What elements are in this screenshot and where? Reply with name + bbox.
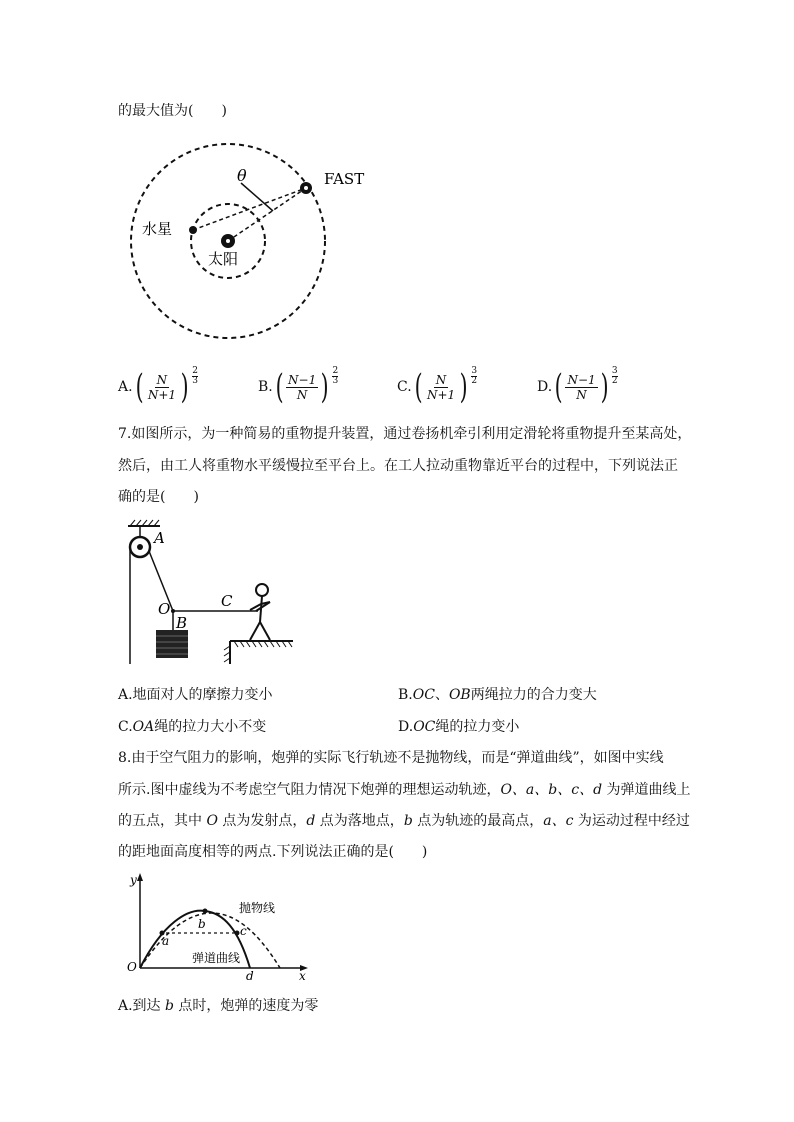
q6-option-b[interactable]: B. ( $\frac{N-1}{N}$ ) 2 3 xyxy=(258,365,339,407)
q8-option-a[interactable]: A.到达 b 点时，炮弹的速度为零 xyxy=(118,998,319,1014)
label-a: a xyxy=(162,934,170,948)
q6-option-a[interactable]: A. ( $\frac{N}{N+1}$ ) 2 3 xyxy=(118,365,199,407)
q7-option-b[interactable]: B.OC、OB两绳拉力的合力变大 xyxy=(398,687,597,703)
label-c: c xyxy=(240,924,247,938)
label-c: C xyxy=(221,592,233,610)
q7-pulley-figure xyxy=(118,518,298,668)
label-o: O xyxy=(158,600,171,618)
label-y: y xyxy=(130,873,137,887)
mercury-label: 水星 xyxy=(142,220,173,238)
q8-trajectory-figure xyxy=(118,868,318,983)
q7-option-c[interactable]: C.OA绳的拉力大小不变 xyxy=(118,719,267,735)
label-o: O xyxy=(127,960,137,974)
q7-stem-line3: 确的是( ) xyxy=(118,489,199,505)
q7-stem-line2: 然后，由工人将重物水平缓慢拉至平台上。在工人拉动重物靠近平台的过程中，下列说法正 xyxy=(118,458,678,474)
fast-label: FAST xyxy=(324,170,365,188)
theta-label: θ xyxy=(237,166,247,185)
q6-stem-tail: 的最大值为( ) xyxy=(118,103,227,119)
sightline-sun xyxy=(228,188,306,241)
theta-marker xyxy=(241,183,273,211)
label-b: b xyxy=(198,917,206,931)
q8-stem-line3: 的五点，其中 O 点为发射点，d 点为落地点，b 点为轨迹的最高点，a、c 为运动过程中经过 xyxy=(118,813,690,829)
q6-option-d[interactable]: D. ( $\frac{N-1}{N}$ ) 3 2 xyxy=(537,365,618,407)
q6-option-c[interactable]: C. ( $\frac{N}{N+1}$ ) 3 2 xyxy=(397,365,478,407)
q7-option-d[interactable]: D.OC绳的拉力变小 xyxy=(398,719,520,735)
mercury-dot xyxy=(189,226,197,234)
q8-stem-line4: 的距地面高度相等的两点.下列说法正确的是( ) xyxy=(118,844,428,860)
q8-stem-line2: 所示.图中虚线为不考虑空气阻力情况下炮弹的理想运动轨迹，O、a、b、c、d 为弹道曲线上 xyxy=(118,782,691,798)
sun-label: 太阳 xyxy=(208,250,239,268)
q7-option-a[interactable]: A.地面对人的摩擦力变小 xyxy=(118,687,273,703)
label-d: d xyxy=(246,969,254,983)
q8-stem-line1: 8.由于空气阻力的影响，炮弹的实际飞行轨迹不是抛物线，而是“弹道曲线”，如图中实线 xyxy=(118,750,664,766)
worker-figure xyxy=(250,584,270,640)
q7-stem-line1: 7.如图所示，为一种简易的重物提升装置，通过卷扬机牵引利用定滑轮将重物提升至某高处， xyxy=(118,426,692,442)
label-b: B xyxy=(176,614,188,632)
q6-orbit-figure xyxy=(130,140,370,360)
label-parabola: 抛物线 xyxy=(239,901,276,915)
label-a: A xyxy=(154,529,165,547)
label-x: x xyxy=(299,969,306,983)
label-ballistic: 弹道曲线 xyxy=(192,951,241,965)
